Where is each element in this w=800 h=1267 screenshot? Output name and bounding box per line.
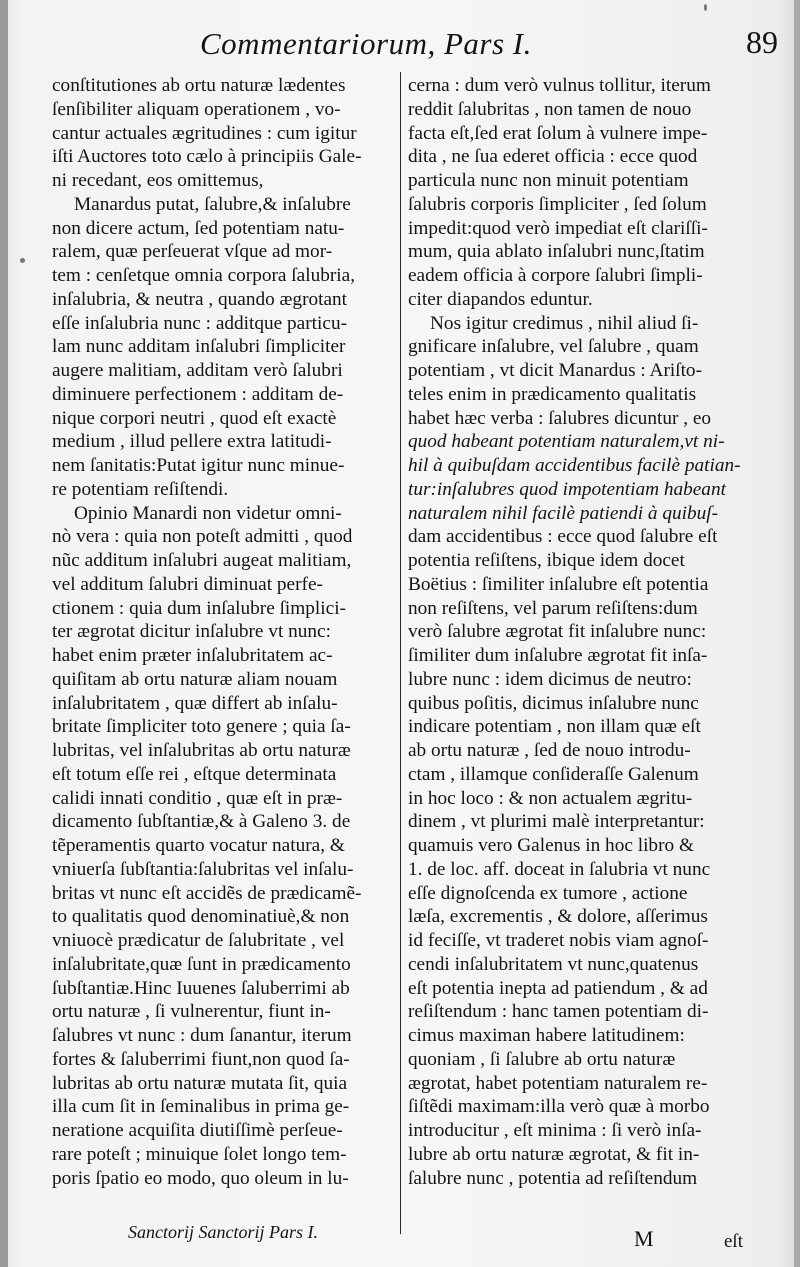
text-line: re potentiam reſiſtendi. <box>52 478 229 500</box>
text-line: gnificare inſalubre, vel ſalubre , quam <box>408 336 699 358</box>
text-line: ſubſtantiæ.Hinc Iuuenes ſaluberrimi ab <box>52 977 350 999</box>
text-line: eadem officia à corpore ſalubri ſimpli- <box>408 265 703 286</box>
text-line: facta eſt,ſed erat ſolum à vulnere impe- <box>408 122 708 144</box>
paper-speck <box>704 4 707 11</box>
text-line: impedit:quod verò impediat eſt clariſſi- <box>408 217 708 239</box>
text-line: britate ſimpliciter toto genere ; quia ſa- <box>52 716 351 738</box>
text-line: poris ſpatio eo modo, quo oleum in lu- <box>52 1167 349 1189</box>
text-line: citer diapandos eduntur. <box>408 288 593 310</box>
text-line: Opinio Manardi non videtur omni- <box>74 502 342 524</box>
text-line: læſa, excrementis , & dolore, aſſerimus <box>408 906 708 928</box>
text-line: tem : cenſetque omnia corpora ſalubria, <box>52 265 356 286</box>
column-divider-rule <box>400 72 401 1234</box>
text-line: ſimiliter dum inſalubre ægrotat fit inſa- <box>408 645 708 666</box>
text-line: particula nunc non minuit potentiam <box>408 170 689 191</box>
text-line: iſti Auctores toto cælo à principiis Gale- <box>52 146 362 168</box>
text-line: teles enim in prædicamento qualitatis <box>408 383 697 405</box>
text-line: dam accidentibus : ecce quod ſalubre eſt <box>408 526 718 548</box>
text-line: ſalubris corporis ſimpliciter , ſed ſolum <box>408 193 707 215</box>
text-line: ctam , illamque conſideraſſe Galenum <box>408 763 699 785</box>
text-line: lubritas, vel inſalubritas ab ortu naturæ <box>52 740 351 761</box>
text-line: quibus poſitis, dicimus inſalubre nunc <box>408 692 699 714</box>
text-line: Boëtius : ſimiliter inſalubre eſt potentia <box>408 573 709 595</box>
paper-speck <box>20 258 25 263</box>
text-line: reſiſtendum : hanc tamen potentiam di- <box>408 1001 709 1023</box>
text-line: in hoc loco : & non actualem ægritu- <box>408 787 693 809</box>
text-line: 1. de loc. aff. doceat in ſalubria vt nunc <box>408 858 711 880</box>
page-right-edge-shadow <box>794 0 800 1267</box>
text-line: id feciſſe, vt traderet nobis viam agnoſ- <box>408 930 709 951</box>
text-line: hil à quibuſdam accidentibus facilè patian- <box>408 455 741 476</box>
text-line: ab ortu naturæ , ſed de nouo introdu- <box>408 740 691 761</box>
text-line: habet enim præter inſalubritatem ac- <box>52 645 333 666</box>
text-line: cantur actuales ægritudines : cum igitur <box>52 122 357 144</box>
text-line: lubre ab ortu naturæ ægrotat, & fit in- <box>408 1143 700 1165</box>
gathering-signature-mark: M <box>634 1226 654 1251</box>
text-line: cendi inſalubritatem vt nunc,quatenus <box>408 953 699 975</box>
text-line: illa cum ſit in ſeminalibus in prima ge- <box>52 1096 350 1118</box>
text-line: ſenſibiliter aliquam operationem , vo- <box>52 98 341 120</box>
text-line: ægrotat, habet potentiam naturalem re- <box>408 1072 708 1094</box>
text-line: inſalubritatem , quæ differt ab inſalu- <box>52 692 338 714</box>
text-line: conſtitutiones ab ortu naturæ lædentes <box>52 75 346 96</box>
text-line: eſſe inſalubria nunc : additque particu- <box>52 312 347 334</box>
text-line: ni recedant, eos omittemus, <box>52 170 264 191</box>
text-line: vniuocè prædicatur de ſalubritate , vel <box>52 930 345 951</box>
text-line: naturalem nihil facilè patiendi à quibuſ- <box>408 502 719 524</box>
text-line: introducitur , eſt minima : ſi verò inſa- <box>408 1120 702 1141</box>
text-line: eſſe dignoſcenda ex tumore , actione <box>408 882 688 904</box>
text-line: inſalubritate,quæ ſunt in prædicamento <box>52 953 351 975</box>
page-number: 89 <box>746 24 778 60</box>
text-line: dinem , vt plurimi malè interpretantur: <box>408 811 705 833</box>
text-line: ſalubre nunc , potentia ad reſiſtendum <box>408 1167 698 1189</box>
footer-running-signature: Sanctorij Sanctorij Pars I. <box>128 1222 318 1242</box>
text-line: fortes & ſaluberrimi fiunt,non quod ſa- <box>52 1048 350 1070</box>
text-line: nò vera : quia non poteſt admitti , quod <box>52 526 353 548</box>
text-line: medium , illud pellere extra latitudi- <box>52 431 332 453</box>
text-line: nique corpori neutri , quod eſt exactè <box>52 407 337 429</box>
text-line: inſalubria, & neutra , quando ægrotant <box>52 288 348 310</box>
text-line: dicamento ſubſtantiæ,& à Galeno 3. de <box>52 811 351 833</box>
text-line: calidi innati conditio , quæ eſt in præ- <box>52 787 343 809</box>
text-line: cerna : dum verò vulnus tollitur, iterum <box>408 75 711 96</box>
text-line: cimus maximan habere latitudinem: <box>408 1025 685 1046</box>
text-line: mum, quia ablato inſalubri nunc,ſtatim <box>408 241 705 263</box>
text-line: indicare potentiam , non illam quæ eſt <box>408 716 701 738</box>
text-line: quiſitam ab ortu naturæ aliam nouam <box>52 668 338 690</box>
text-line: quoniam , ſi ſalubre ab ortu naturæ <box>408 1048 676 1070</box>
left-text-column <box>52 74 397 1190</box>
text-line: quod habeant potentiam naturalem,vt ni- <box>408 431 725 453</box>
text-line: eſt potentia inepta ad patiendum , & ad <box>408 977 708 999</box>
text-line: Manardus putat, ſalubre,& inſalubre <box>74 193 351 215</box>
text-line: habet hæc verba : ſalubres dicuntur , eo <box>408 407 712 429</box>
text-line: ortu naturæ , ſi vulnerentur, fiunt in- <box>52 1001 331 1023</box>
text-line: dita , ne ſua ederet officia : ecce quod <box>408 146 698 168</box>
text-line: nem ſanitatis:Putat igitur nunc minue- <box>52 455 345 476</box>
text-line: verò ſalubre ægrotat fit inſalubre nunc: <box>408 621 707 643</box>
right-text-column <box>408 74 753 1190</box>
text-line: Nos igitur credimus , nihil aliud ſi- <box>430 312 699 334</box>
text-line: vniuerſa ſubſtantia:ſalubritas vel inſalu- <box>52 858 354 880</box>
text-line: eſt totum eſſe rei , eſtque determinata <box>52 763 337 785</box>
text-line: potentia reſiſtens, ibique idem docet <box>408 550 685 571</box>
text-line: rare poteſt ; minuique ſolet longo tem- <box>52 1143 347 1165</box>
text-line: ctionem : quia dum inſalubre ſimplici- <box>52 597 346 619</box>
text-line: britas vt nunc eſt accidẽs de prædicamẽ- <box>52 882 362 904</box>
text-line: lubre nunc : idem dicimus de neutro: <box>408 668 692 690</box>
text-line: potentiam , vt dicit Manardus : Ariſto- <box>408 360 702 381</box>
text-line: reddit ſalubritas , non tamen de nouo <box>408 98 692 120</box>
text-line: vel additum ſalubri diminuat perfe- <box>52 573 323 595</box>
text-line: lubritas ab ortu naturæ mutata ſit, quia <box>52 1072 348 1094</box>
text-line: tur:inſalubres quod impotentiam habeant <box>408 478 726 500</box>
running-header-title: Commentariorum, Pars I. <box>200 26 532 61</box>
page-left-edge-shadow <box>0 0 8 1267</box>
catchword: eſt <box>724 1231 743 1252</box>
text-line: ſiſtẽdi maximam:illa verò quæ à morbo <box>408 1096 710 1118</box>
text-line: ter ægrotat dicitur inſalubre vt nunc: <box>52 621 331 643</box>
text-line: ralem, quæ perſeuerat vſque ad mor- <box>52 241 333 263</box>
text-line: neratione acquiſita diutiſſimè perſeue- <box>52 1120 343 1141</box>
text-line: tẽperamentis quarto vocatur natura, & <box>52 835 345 856</box>
text-line: lam nunc additam inſalubri ſimpliciter <box>52 336 346 358</box>
text-line: nũc additum inſalubri augeat malitiam, <box>52 550 352 571</box>
text-line: non reſiſtens, vel parum reſiſtens:dum <box>408 597 698 619</box>
text-line: diminuere perfectionem : additam de- <box>52 383 344 405</box>
text-line: non dicere actum, ſed potentiam natu- <box>52 217 345 239</box>
text-line: augere malitiam, additam verò ſalubri <box>52 360 343 381</box>
text-line: ſalubres vt nunc : dum ſanantur, iterum <box>52 1025 352 1046</box>
text-line: to qualitatis quod denominatiuè,& non <box>52 906 350 928</box>
text-line: quamuis vero Galenus in hoc libro & <box>408 835 694 856</box>
